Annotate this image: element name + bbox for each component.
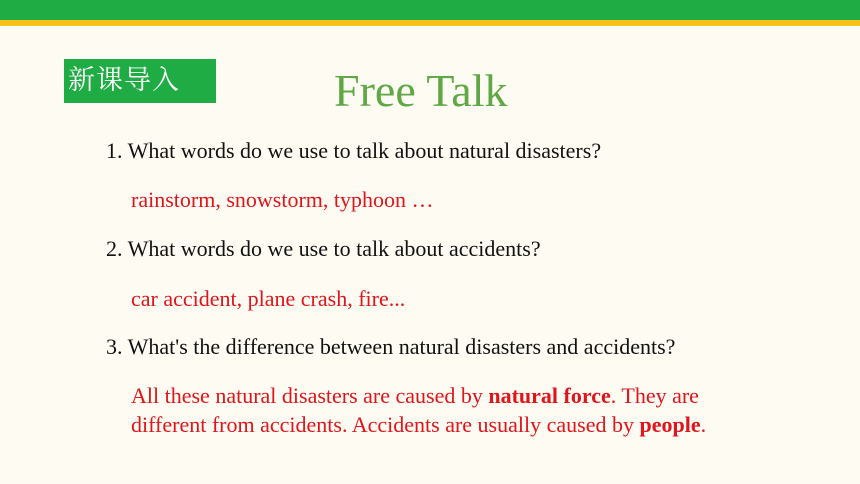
answer-3-text: . xyxy=(700,412,707,437)
question-3: 3. What's the difference between natural disasters and accidents? xyxy=(106,334,676,359)
answer-2: car accident, plane crash, fire... xyxy=(131,286,406,311)
answer-1: rainstorm, snowstorm, typhoon … xyxy=(131,187,434,212)
answer-3 xyxy=(131,381,706,439)
answer-3-text: . They are xyxy=(610,383,699,408)
answer-3-keyword-people: people xyxy=(639,412,701,437)
question-1: 1. What words do we use to talk about natural disasters? xyxy=(106,138,602,163)
question-2: 2. What words do we use to talk about accidents? xyxy=(106,236,541,261)
answer-3-text: different from accidents. Accidents are usually caused by xyxy=(131,412,640,437)
section-badge: 新课导入 xyxy=(64,59,216,103)
top-bar xyxy=(0,0,860,20)
slide-title: Free Talk xyxy=(334,65,508,116)
top-accent-stripe xyxy=(0,20,860,26)
answer-3-keyword-natural-force: natural force xyxy=(488,383,611,408)
answer-3-text: All these natural disasters are caused by xyxy=(131,383,489,408)
